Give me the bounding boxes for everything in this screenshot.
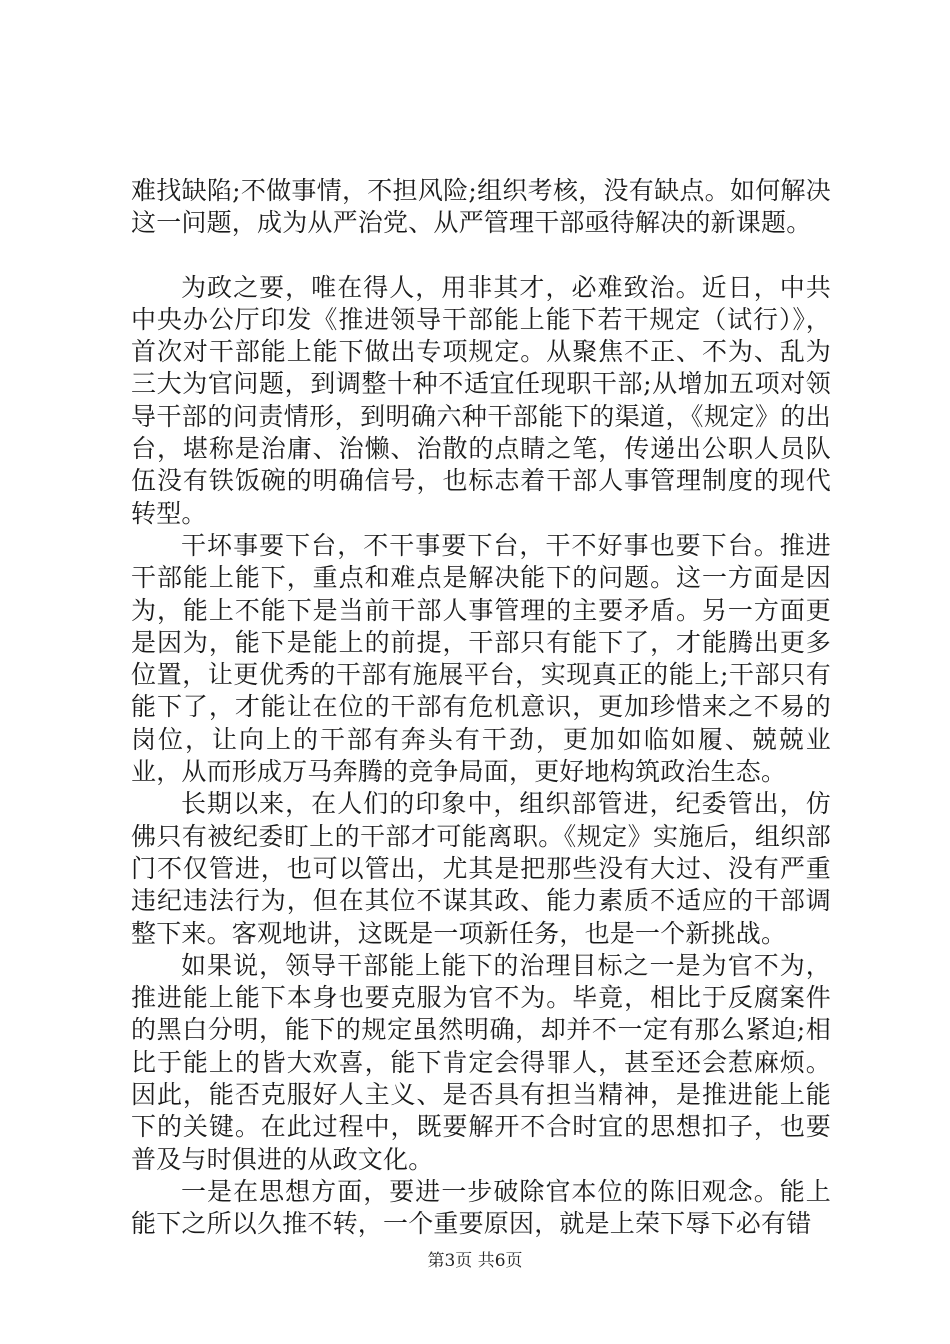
document-body (131, 175, 831, 1241)
paragraph: 如果说，领导干部能上能下的治理目标之一是为官不为，推进能上能下本身也要克服为官不为。毕竟，相比于反腐案件的黑白分明，能下的规定虽然明确，却并不一定有那么紧迫;相比于能上的皆大欢喜，能下肯定会得罪人，甚至还会惹麻烦。因此，能否克服好人主义、是否具有担当精神，是推进能上能下的关键。在此过程中，既要解开不合时宜的思想扣子，也要普及与时俱进的从政文化。 (131, 950, 831, 1174)
paragraph: 为政之要，唯在得人，用非其才，必难致治。近日，中共中央办公厅印发《推进领导干部能上能下若干规定（试行）》，首次对干部能上能下做出专项规定。从聚焦不正、不为、乱为三大为官问题，到调整十种不适宜任现职干部;从增加五项对领导干部的问责情形，到明确六种干部能下的渠道，《规定》的出台，堪称是治庸、治懒、治散的点睛之笔，传递出公职人员队伍没有铁饭碗的明确信号，也标志着干部人事管理制度的现代转型。 (131, 272, 831, 528)
paragraph: 一是在思想方面，要进一步破除官本位的陈旧观念。能上能下之所以久推不转，一个重要原因，就是上荣下辱下必有错 (131, 1176, 831, 1239)
paragraph: 干坏事要下台，不干事要下台，干不好事也要下台。推进干部能上能下，重点和难点是解决能下的问题。这一方面是因为，能上不能下是当前干部人事管理的主要矛盾。另一方面更是因为，能下是能上的前提，干部只有能下了，才能腾出更多位置，让更优秀的干部有施展平台，实现真正的能上;干部只有能下了，才能让在位的干部有危机意识，更加珍惜来之不易的岗位，让向上的干部有奔头有干劲，更加如临如履、兢兢业业，从而形成万马奔腾的竞争局面，更好地构筑政治生态。 (131, 530, 831, 787)
paragraph: 长期以来，在人们的印象中，组织部管进，纪委管出，仿佛只有被纪委盯上的干部才可能离职。《规定》实施后，组织部门不仅管进，也可以管出，尤其是把那些没有大过、没有严重违纪违法行为，但在其位不谋其政、能力素质不适应的干部调整下来。客观地讲，这既是一项新任务，也是一个新挑战。 (131, 789, 831, 948)
paragraph-continuation: 难找缺陷;不做事情，不担风险;组织考核，没有缺点。如何解决这一问题，成为从严治党、从严管理干部亟待解决的新课题。 (131, 176, 831, 238)
page-number-footer: 第3页 共6页 (427, 1251, 523, 1271)
